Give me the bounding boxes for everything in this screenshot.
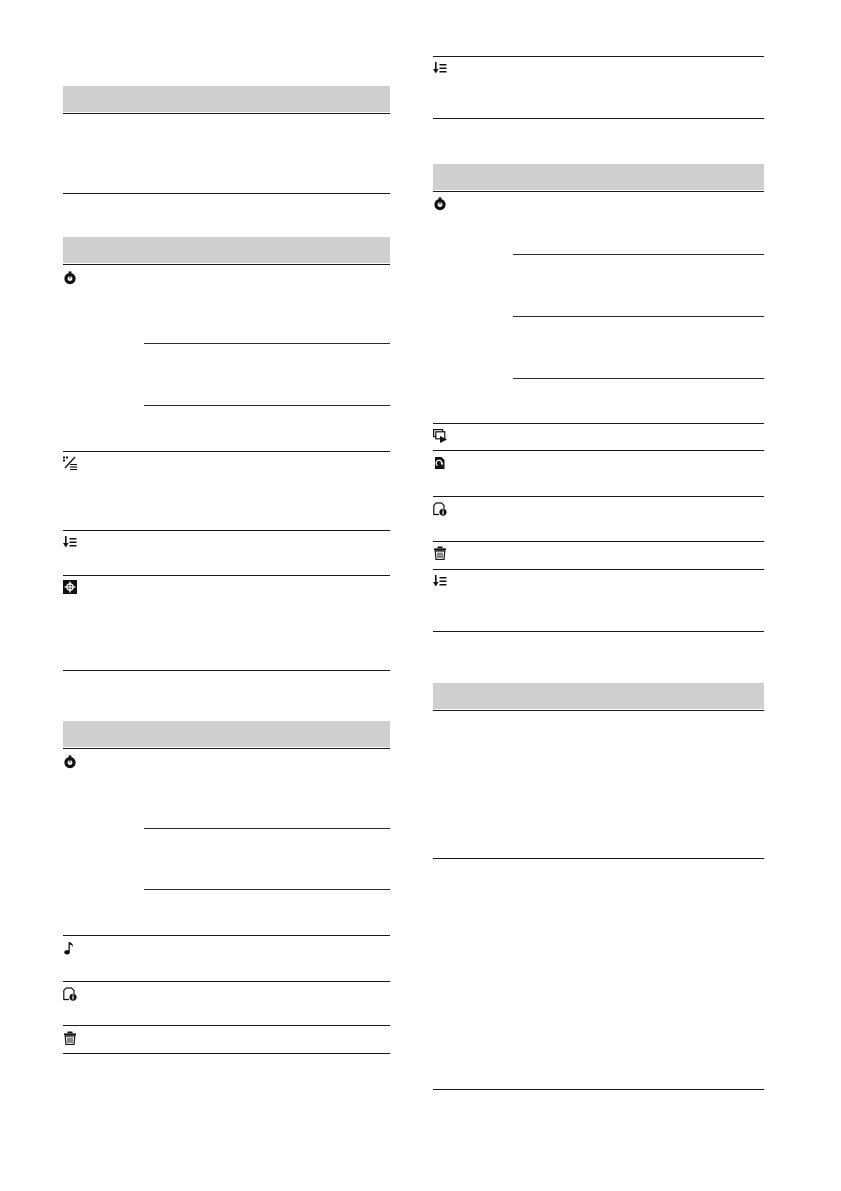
music-note-icon <box>63 941 77 955</box>
table-4-header <box>433 164 764 190</box>
table-3-row-divider <box>144 828 390 829</box>
table-2-row-divider <box>63 530 390 531</box>
table-4-header-rule <box>433 191 764 192</box>
table-2-bottom-rule <box>63 670 390 671</box>
table-2-row-divider <box>144 343 390 344</box>
trash-icon <box>63 1031 77 1045</box>
table-3-row-divider <box>144 889 390 890</box>
table-3-row-divider <box>63 981 390 982</box>
table-continued-top-rule <box>433 56 764 57</box>
table-1-bottom-rule <box>63 193 390 194</box>
table-4-row-divider <box>513 254 764 255</box>
table-1-header-rule <box>63 113 390 114</box>
table-5-bottom-rule <box>433 1089 764 1090</box>
table-4-row-divider <box>433 450 764 451</box>
table-4-bottom-rule <box>433 631 764 632</box>
table-5-header-rule <box>433 710 764 711</box>
timer-icon <box>63 755 77 769</box>
table-3-row-divider <box>63 1025 390 1026</box>
table-4-row-divider <box>433 541 764 542</box>
slideshow-icon <box>433 429 447 443</box>
table-3-bottom-rule <box>63 1053 390 1054</box>
table-2-row-divider <box>63 575 390 576</box>
sort-list-icon <box>433 574 447 588</box>
table-4-row-divider <box>433 496 764 497</box>
target-icon <box>63 580 77 594</box>
table-continued-bottom-rule <box>433 118 764 119</box>
table-5-row-divider <box>433 858 764 859</box>
table-4-row-divider <box>513 378 764 379</box>
table-3-row-divider <box>63 935 390 936</box>
file-info-icon <box>433 502 447 516</box>
table-2-header-rule <box>63 264 390 265</box>
table-2-header <box>63 237 390 263</box>
table-2-row-divider <box>63 451 390 452</box>
table-4-row-divider <box>433 423 764 424</box>
sort-list-icon <box>63 535 77 549</box>
table-4-row-divider <box>513 316 764 317</box>
timer-icon <box>63 271 77 285</box>
table-1-header <box>63 86 390 112</box>
table-2-row-divider <box>144 405 390 406</box>
trash-icon <box>433 546 447 560</box>
table-3-header <box>63 721 390 747</box>
sort-list-icon <box>433 61 447 75</box>
table-5-header <box>433 683 764 709</box>
rotate-icon <box>433 456 447 470</box>
table-4-row-divider <box>433 569 764 570</box>
file-info-icon <box>63 987 77 1001</box>
timer-icon <box>433 197 447 211</box>
table-3-header-rule <box>63 748 390 749</box>
edit-list-icon <box>63 456 77 470</box>
